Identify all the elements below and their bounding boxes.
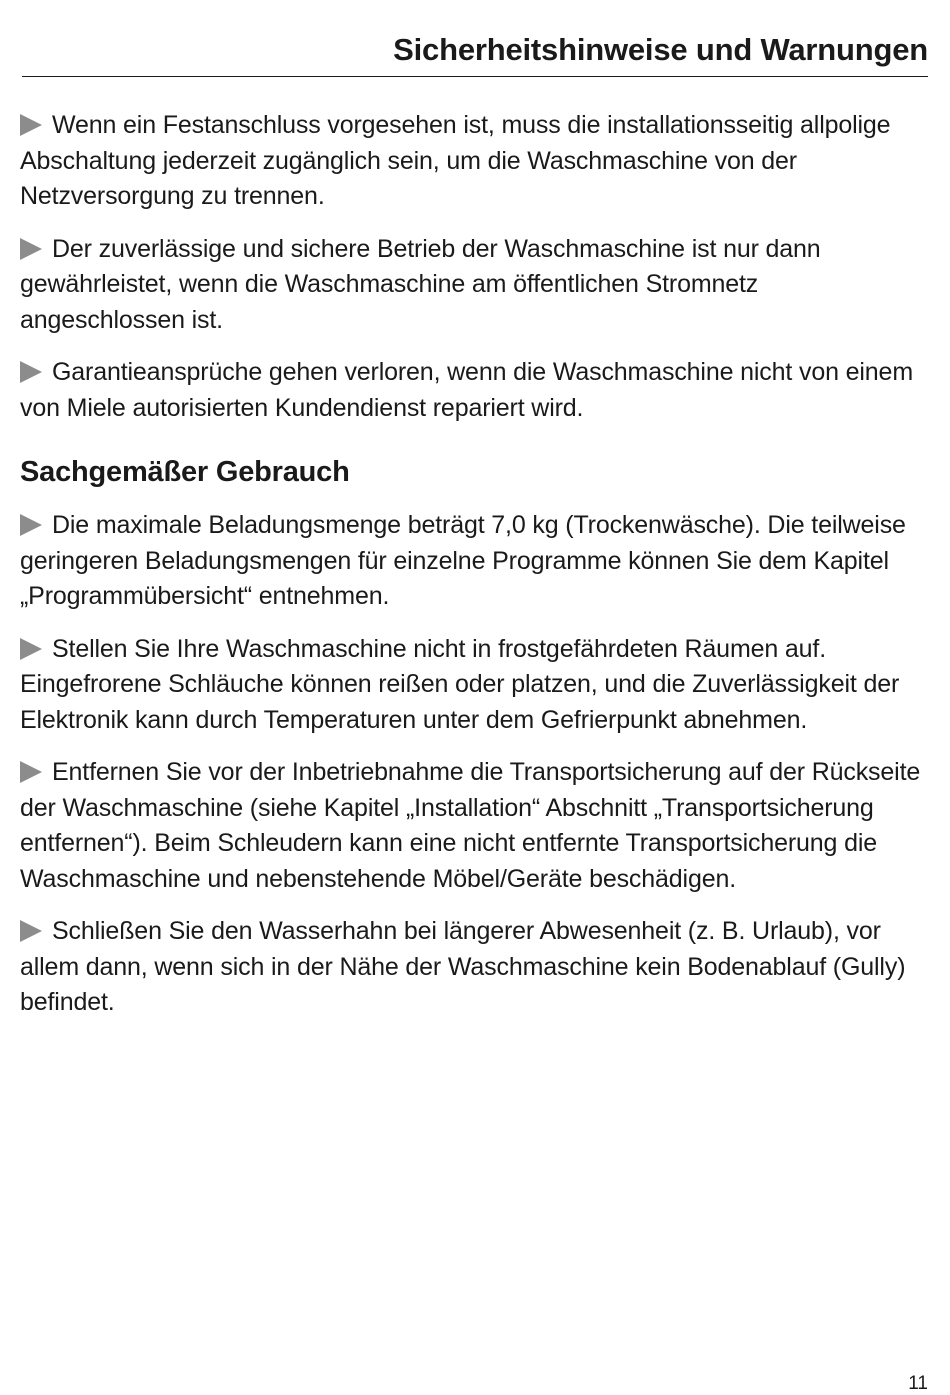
triangle-bullet-icon [20, 638, 42, 660]
triangle-bullet-icon [20, 920, 42, 942]
triangle-bullet-icon [20, 238, 42, 260]
warning-text: Stellen Sie Ihre Waschmaschine nicht in frostgefährdeten Räumen auf. Eingefrorene Schläuche können reißen oder platzen, und die Zuverlässigkeit der Elektronik kann durch Temperaturen unter dem Gefrierpunkt abnehmen. [20, 634, 900, 734]
section-heading: Sachgemäßer Gebrauch [20, 456, 350, 488]
warning-item [20, 914, 925, 1021]
page-header [22, 28, 928, 77]
warning-text: Entfernen Sie vor der Inbetriebnahme die Transportsicherung auf der Rückseite der Waschmaschine (siehe Kapitel „Installation“ Abschnitt „Transportsicherung entfernen“). Beim Schleudern kann eine nicht entfernte Transportsicherung die Waschmaschine und nebenstehende Möbel/Geräte beschädigen. [20, 758, 921, 893]
page-title: Sicherheitshinweise und Warnungen [393, 32, 928, 67]
warning-text: Der zuverlässige und sichere Betrieb der Waschmaschine ist nur dann gewährleistet, wenn die Waschmaschine am öffentlichen Stromnetz angeschlossen ist. [20, 234, 821, 334]
triangle-bullet-icon [20, 361, 42, 383]
triangle-bullet-icon [20, 761, 42, 783]
triangle-bullet-icon [20, 514, 42, 536]
page-content [20, 108, 925, 1038]
warning-item [20, 632, 925, 739]
warning-item [20, 508, 925, 615]
warning-item [20, 108, 925, 215]
warning-item [20, 355, 925, 426]
warning-text: Die maximale Beladungsmenge beträgt 7,0 kg (Trockenwäsche). Die teilweise geringeren Beladungsmengen für einzelne Programme können Sie dem Kapitel „Programmübersicht“ entnehmen. [20, 511, 906, 610]
triangle-bullet-icon [20, 114, 42, 136]
page-number: 11 [908, 1373, 928, 1394]
warning-text: Schließen Sie den Wasserhahn bei längerer Abwesenheit (z. B. Urlaub), vor allem dann, wenn sich in der Nähe der Waschmaschine kein Bodenablauf (Gully) befindet. [20, 917, 906, 1016]
warning-item [20, 232, 925, 339]
warning-item [20, 755, 925, 897]
warning-text: Wenn ein Festanschluss vorgesehen ist, muss die installationsseitig allpolige Abschaltung jederzeit zugänglich sein, um die Waschmaschine von der Netzversorgung zu trennen. [20, 111, 891, 210]
warning-text: Garantieansprüche gehen verloren, wenn die Waschmaschine nicht von einem von Miele autorisierten Kundendienst repariert wird. [20, 358, 913, 422]
